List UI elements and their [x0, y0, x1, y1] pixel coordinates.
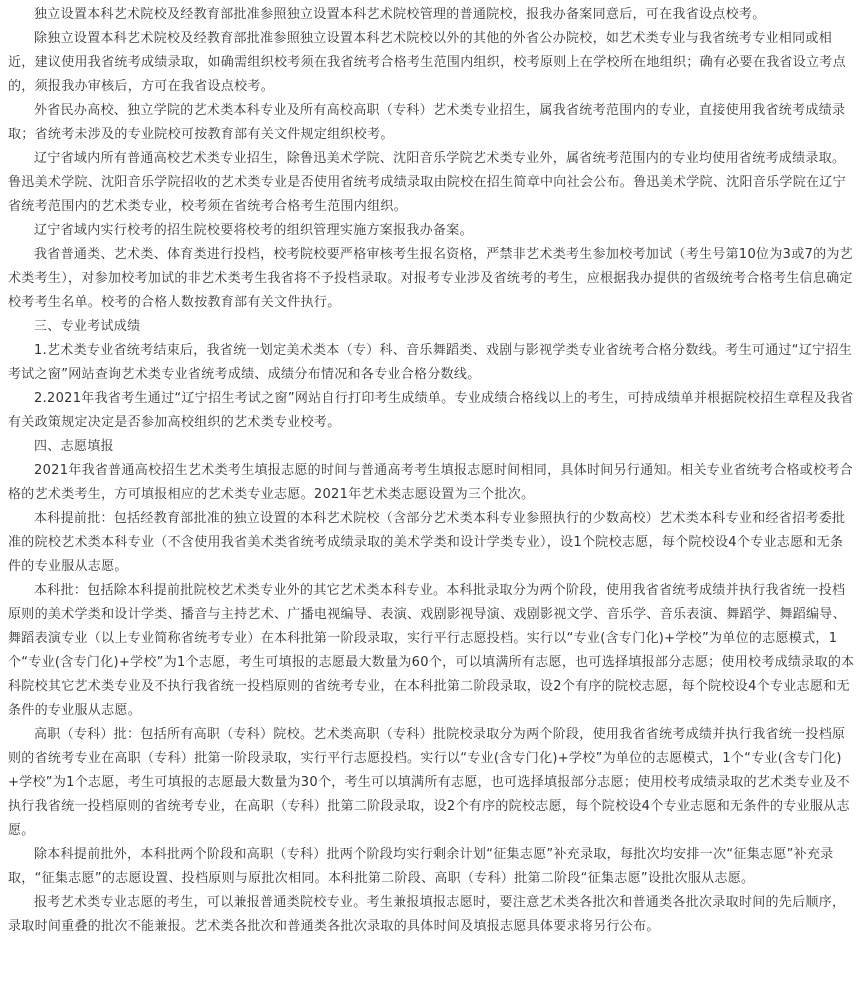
paragraph: 辽宁省域内所有普通高校艺术类专业招生，除鲁迅美术学院、沈阳音乐学院艺术类专业外，属省统考范围内的专业均使用省统考成绩录取。鲁迅美术学院、沈阳音乐学院招收的艺术类专业是否使用省统考成绩录取由院校在招生简章中向社会公布。鲁迅美术学院、沈阳音乐学院在辽宁省统考范围内的艺术类专业，校考须在省统考合格考生范围内组织。	[8, 151, 846, 214]
paragraph: 辽宁省域内实行校考的招生院校要将校考的组织管理实施方案报我办备案。	[34, 223, 473, 238]
paragraph: 本科提前批：包括经教育部批准的独立设置的本科艺术院校（含部分艺术类本科专业参照执行的少数高校）艺术类本科专业和经省招考委批准的院校艺术类本科专业（不含使用我省美术类省统考成绩录取的美术学类和设计学类专业），设1个院校志愿，每个院校设4个专业志愿和无条件的专业服从志愿。	[8, 511, 846, 574]
paragraph: 外省民办高校、独立学院的艺术类本科专业及所有高校高职（专科）艺术类专业招生，属我省统考范围内的专业，直接使用我省统考成绩录取；省统考未涉及的专业院校可按教育部有关文件规定组织校考。	[8, 103, 846, 142]
paragraph: 高职（专科）批：包括所有高职（专科）院校。艺术类高职（专科）批院校录取分为两个阶段，使用我省省统考成绩并执行我省统一投档原则的省统考专业在高职（专科）批第一阶段录取，实行平行志愿投档。实行以“专业(含专门化)+学校”为单位的志愿模式，1个“专业(含专门化)+学校”为1个志愿，考生可填报的志愿最大数量为30个，考生可以填满所有志愿，也可选择填报部分志愿；使用校考成绩录取的艺术类专业及不执行我省统一投档原则的省统考专业，在高职（专科）批第二阶段录取，设2个有序的院校志愿，每个院校设4个专业志愿和无条件的专业服从志愿。	[8, 727, 850, 838]
paragraph: 2.2021年我省考生通过“辽宁招生考试之窗”网站自行打印考生成绩单。专业成绩合格线以上的考生，可持成绩单并根据院校招生章程及我省有关政策规定决定是否参加高校组织的艺术类专业校考。	[8, 391, 854, 430]
section-heading: 四、志愿填报	[34, 439, 114, 454]
paragraph: 2021年我省普通高校招生艺术类考生填报志愿的时间与普通高考考生填报志愿时间相同，具体时间另行通知。相关专业省统考合格或校考合格的艺术类考生，方可填报相应的艺术类专业志愿。2021年艺术类志愿设置为三个批次。	[8, 463, 853, 502]
paragraph: 独立设置本科艺术院校及经教育部批准参照独立设置本科艺术院校管理的普通院校，报我办备案同意后，可在我省设点校考。	[34, 7, 766, 22]
section-heading: 三、专业考试成绩	[34, 319, 141, 334]
paragraph: 除独立设置本科艺术院校及经教育部批准参照独立设置本科艺术院校以外的其他的外省公办院校，如艺术类专业与我省统考专业相同或相近，建议使用我省统考成绩录取，如确需组织校考须在我省统考合格考生范围内组织，校考原则上在学校所在地组织；确有必要在我省设立考点的，须报我办审核后，方可在我省设点校考。	[8, 31, 846, 94]
paragraph: 1.艺术类专业省统考结束后，我省统一划定美术类本（专）科、音乐舞蹈类、戏剧与影视学类专业省统考合格分数线。考生可通过“辽宁招生考试之窗”网站查询艺术类专业省统考成绩、成绩分布情况和各专业合格分数线。	[8, 343, 853, 382]
paragraph: 除本科提前批外，本科批两个阶段和高职（专科）批两个阶段均实行剩余计划“征集志愿”补充录取，每批次均安排一次“征集志愿”补充录取，“征集志愿”的志愿设置、投档原则与原批次相同。本科批第二阶段、高职（专科）批第二阶段“征集志愿”设批次服从志愿。	[8, 847, 834, 886]
paragraph: 我省普通类、艺术类、体育类进行投档，校考院校要严格审核考生报名资格，严禁非艺术类考生参加校考加试（考生号第10位为3或7的为艺术类考生），对参加校考加试的非艺术类考生我省将不予投档录取。对报考专业涉及省统考的考生，应根据我办提供的省级统考合格考生信息确定校考考生名单。校考的合格人数按教育部有关文件执行。	[8, 247, 853, 310]
paragraph: 本科批：包括除本科提前批院校艺术类专业外的其它艺术类本科专业。本科批录取分为两个阶段，使用我省省统考成绩并执行我省统一投档原则的美术学类和设计学类、播音与主持艺术、广播电视编导、表演、戏剧影视导演、戏剧影视文学、音乐学、音乐表演、舞蹈学、舞蹈编导、舞蹈表演专业（以上专业简称省统考专业）在本科批第一阶段录取，实行平行志愿投档。实行以“专业(含专门化)+学校”为单位的志愿模式，1个“专业(含专门化)+学校”为1个志愿，考生可填报的志愿最大数量为60个，可以填满所有志愿，也可选择填报部分志愿；使用校考成绩录取的本科院校其它艺术类专业及不执行我省统一投档原则的省统考专业，在本科批第二阶段录取，设2个有序的院校志愿，每个院校设4个专业志愿和无条件的专业服从志愿。	[8, 583, 855, 718]
paragraph: 报考艺术类专业志愿的考生，可以兼报普通类院校专业。考生兼报填报志愿时，要注意艺术类各批次和普通类各批次录取时间的先后顺序，录取时间重叠的批次不能兼报。艺术类各批次和普通类各批次录取的具体时间及填报志愿具体要求将另行公布。	[8, 895, 846, 934]
